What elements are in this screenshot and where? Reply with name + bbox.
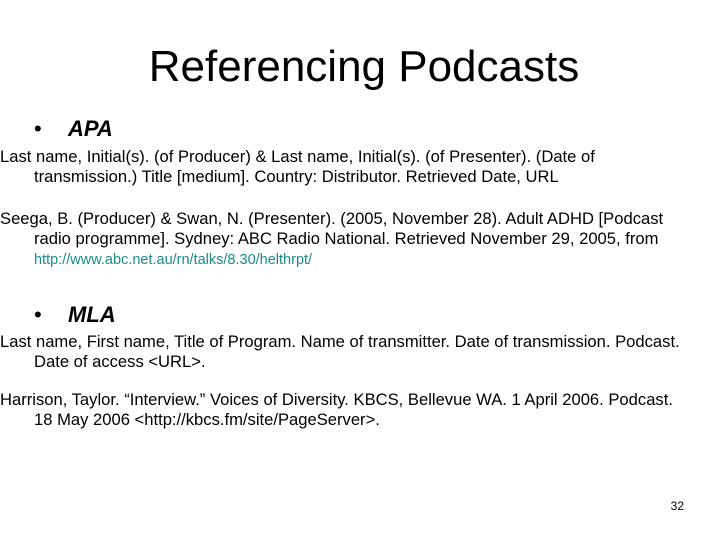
apa-example-link[interactable]: http://www.abc.net.au/rn/talks/8.30/helthrpt/ [34, 252, 313, 268]
apa-example-text: Seega, B. (Producer) & Swan, N. (Presenter). (2005, November 28). Adult ADHD [Podcast radio programme]. Sydney: ABC Radio National. Retrieved November 29, 2005, from [0, 209, 664, 248]
apa-heading [34, 116, 113, 142]
slide-title: Referencing Podcasts [148, 42, 580, 91]
bullet-icon: • [34, 302, 42, 327]
mla-heading-label: MLA [68, 302, 116, 327]
apa-format: Last name, Initial(s). (of Producer) & Last name, Initial(s). (of Presenter). (Date of transmission.) Title [medium]. Country: Distributor. Retrieved Date, URL [0, 147, 595, 186]
mla-format: Last name, First name, Title of Program. Name of transmitter. Date of transmission. Podcast. Date of access <URL>. [0, 332, 680, 371]
page-number: 32 [670, 499, 684, 513]
mla-example: Harrison, Taylor. “Interview.” Voices of Diversity. KBCS, Bellevue WA. 1 April 2006. Podcast. 18 May 2006 <http://kbcs.fm/site/PageServer>. [0, 390, 673, 429]
mla-heading [34, 302, 116, 328]
bullet-icon: • [34, 116, 42, 141]
apa-heading-label: APA [68, 116, 113, 141]
apa-example [0, 209, 694, 270]
